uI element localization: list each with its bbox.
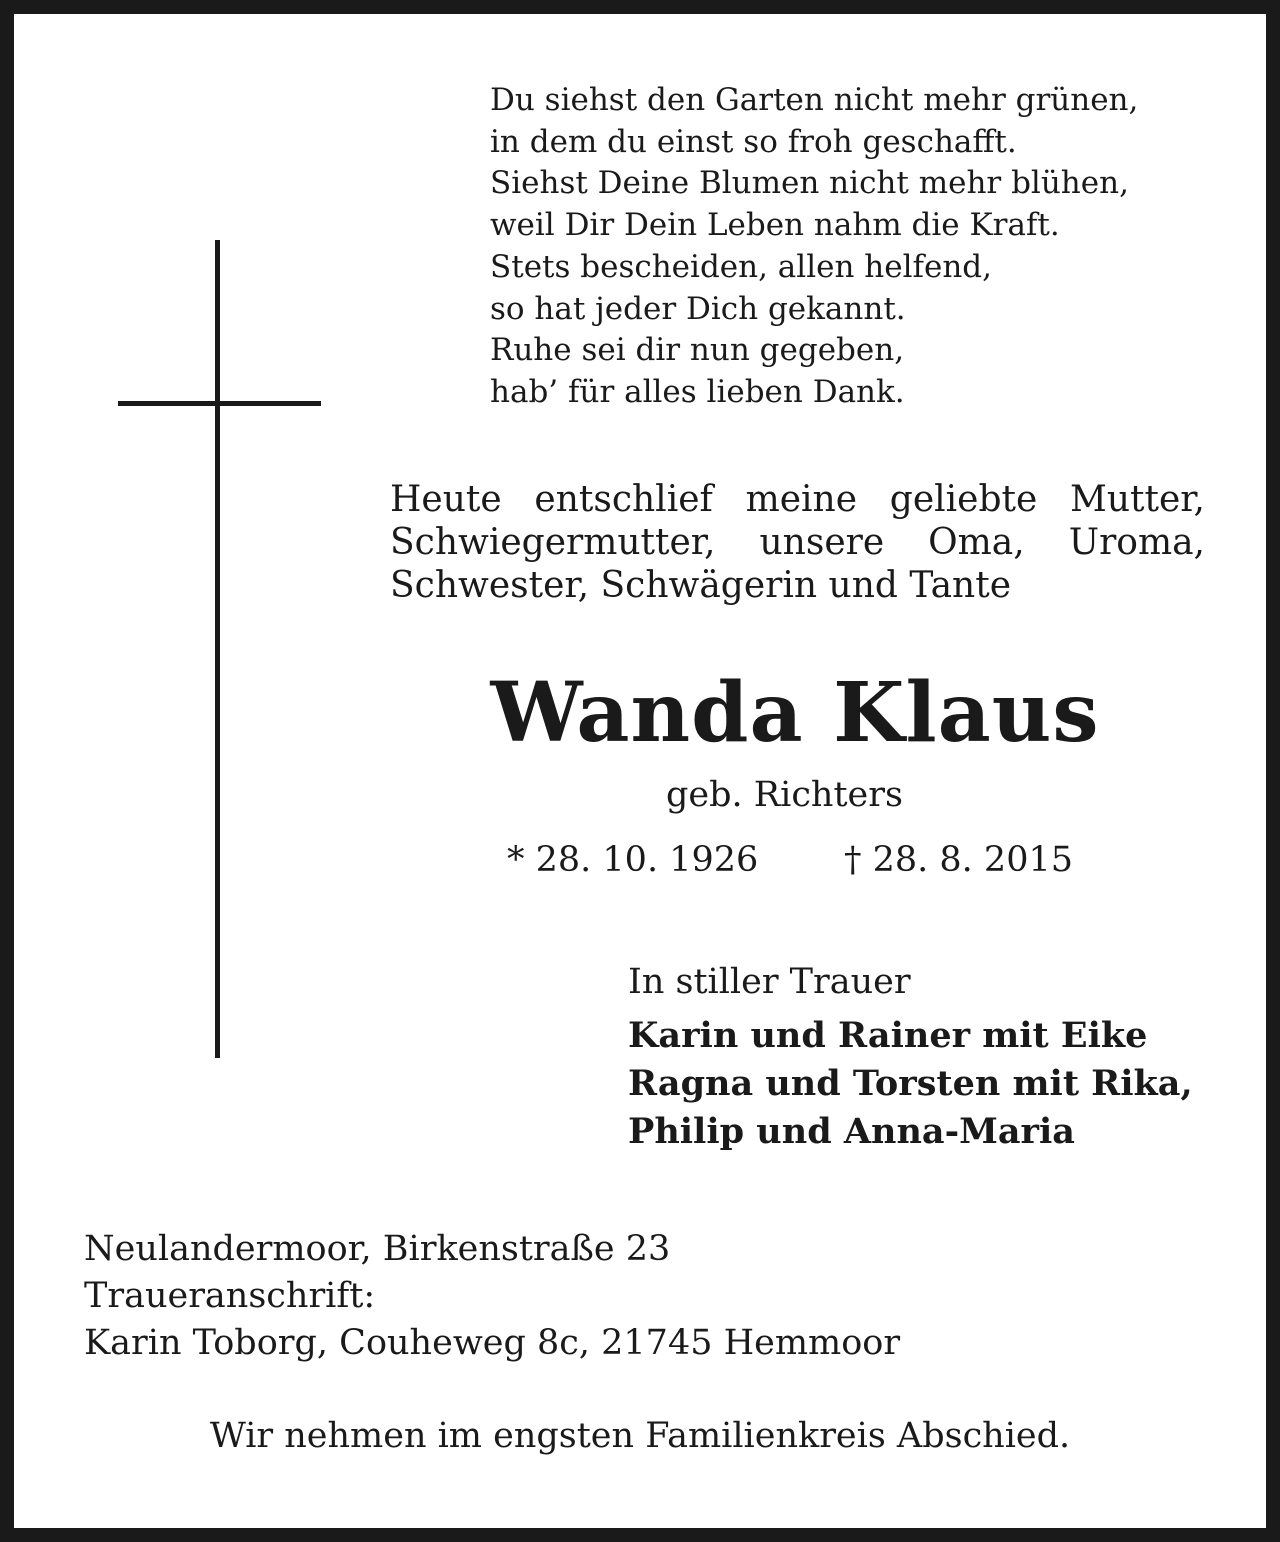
poem-line: Stets bescheiden, allen helfend, xyxy=(490,248,992,285)
death-date: † 28. 8. 2015 xyxy=(844,840,1074,880)
cross-vertical-bar xyxy=(215,240,220,1058)
announcement-line: Heute entschlief meine geliebte Mutter, xyxy=(390,479,1205,520)
poem-line: so hat jeder Dich gekannt. xyxy=(490,290,906,327)
poem-line: Ruhe sei dir nun gegeben, xyxy=(490,332,905,369)
poem-line: Du siehst den Garten nicht mehr grünen, xyxy=(490,82,1139,118)
mourner-line: Philip und Anna-Maria xyxy=(628,1111,1075,1152)
cross-horizontal-bar xyxy=(118,401,321,406)
poem-line: hab’ für alles lieben Dank. xyxy=(490,373,905,410)
mourning-heading-text: In stiller Trauer xyxy=(628,962,911,1002)
deceased-name: Wanda Klaus xyxy=(490,665,1100,761)
mourning-address-label: Traueranschrift: xyxy=(84,1276,376,1316)
address-block xyxy=(84,1226,900,1367)
announcement-line: Schwester, Schwägerin und Tante xyxy=(390,565,1011,606)
mourning-heading xyxy=(628,958,911,1006)
poem-line: in dem du einst so froh geschafft. xyxy=(490,123,1017,160)
life-dates xyxy=(507,840,1074,880)
poem-line: weil Dir Dein Leben nahm die Kraft. xyxy=(490,207,1060,244)
birth-name: geb. Richters xyxy=(666,775,903,815)
mourner-line: Ragna und Torsten mit Rika, xyxy=(628,1063,1193,1104)
mourner-line: Karin und Rainer mit Eike xyxy=(628,1015,1148,1056)
poem xyxy=(490,80,1138,414)
residence-address: Neulandermoor, Birkenstraße 23 xyxy=(84,1229,671,1269)
mourners-list xyxy=(628,1012,1193,1156)
announcement-line: Schwiegermutter, unsere Oma, Uroma, xyxy=(390,522,1205,563)
announcement-text xyxy=(390,478,1205,607)
poem-line: Siehst Deine Blumen nicht mehr blühen, xyxy=(490,165,1129,202)
mourning-address: Karin Toborg, Couheweg 8c, 21745 Hemmoor xyxy=(84,1323,901,1363)
birth-date: * 28. 10. 1926 xyxy=(507,840,759,880)
closing-note: Wir nehmen im engsten Familienkreis Abschied. xyxy=(209,1416,1071,1456)
